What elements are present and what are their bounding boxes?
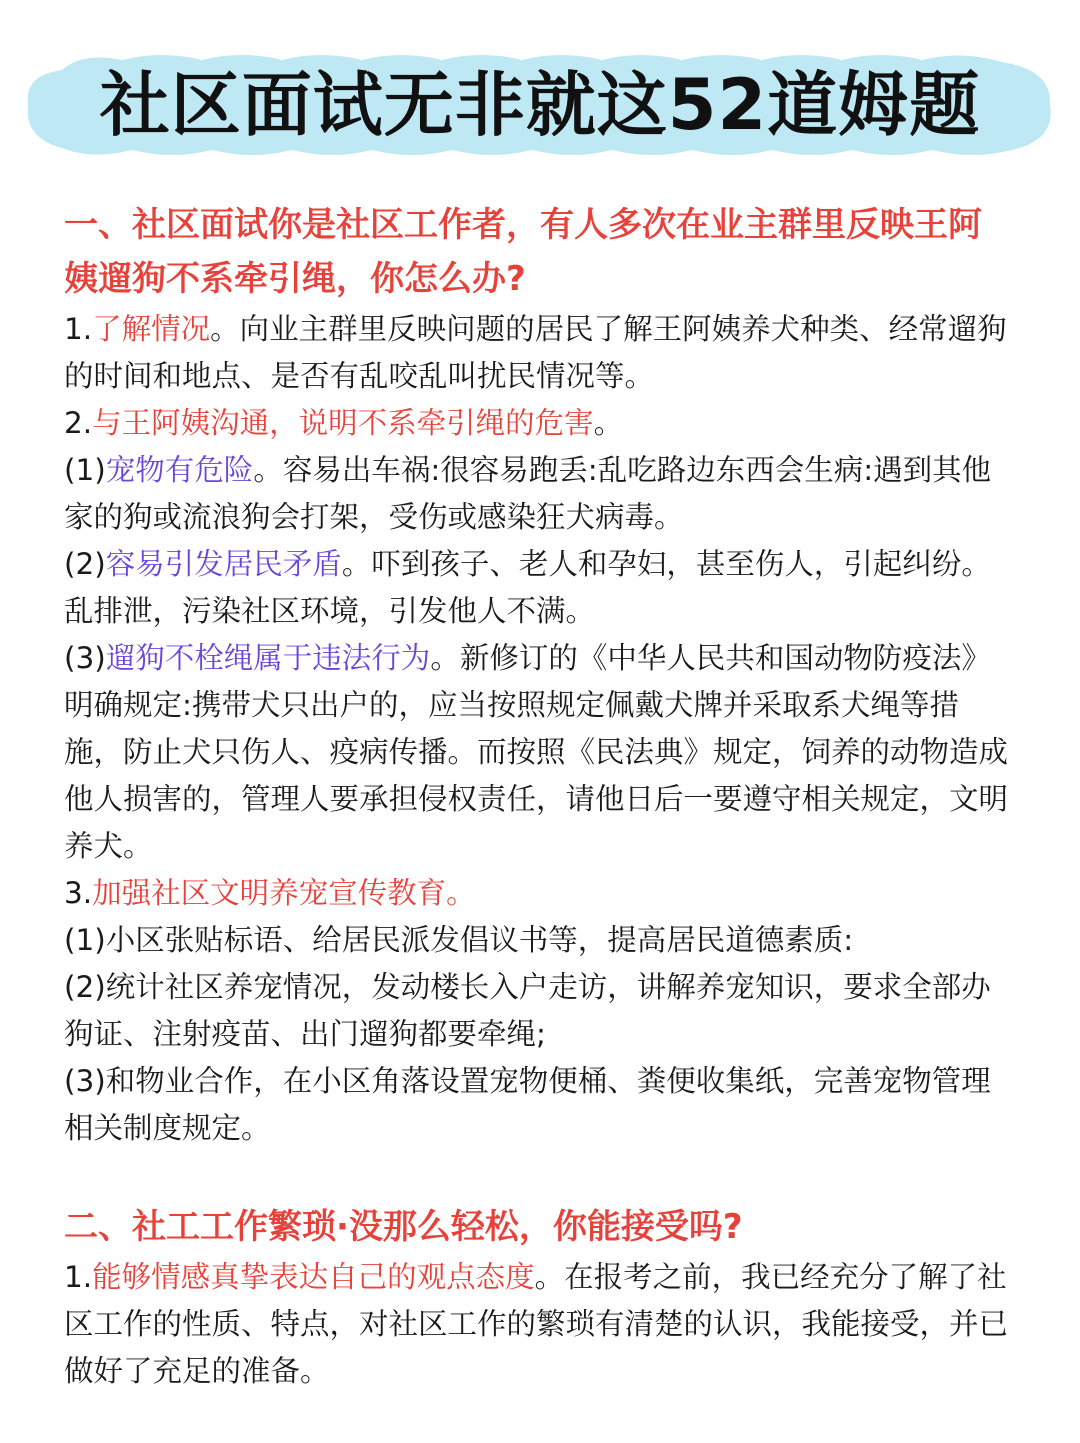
point-text: 。新修订的《中华人民共和国动物防疫法》明确规定:携带犬只出户的，应当按照规定佩戴犬牌并采取系犬绳等措施，防止犬只伤人、疫病传播。而按照《民法典》规定，饲养的动物造成他人损害的，管理人要承担侵权责任，请他日后一要遵守相关规定，文明养犬。 <box>64 641 1009 863</box>
article-body <box>64 198 1014 1395</box>
question-2-heading: 二、社工工作繁琐·没那么轻松，你能接受吗? <box>64 1207 743 1247</box>
point-number: (1) <box>64 453 106 487</box>
point-highlight: 容易引发居民矛盾 <box>105 547 342 581</box>
point-highlight: 能够情感真挚表达自己的观点态度 <box>92 1260 535 1294</box>
point-number: (3) <box>64 641 106 675</box>
q1-point-1 <box>64 306 1014 400</box>
point-highlight: 了解情况 <box>92 312 211 346</box>
q1-point-2-sub-1 <box>64 447 1014 541</box>
q1-point-3-sub-2: (2)统计社区养宠情况，发动楼长入户走访，讲解养宠知识，要求全部办狗证、注射疫苗、出门遛狗都要牵绳; <box>64 970 991 1051</box>
point-number: (2) <box>64 547 106 581</box>
point-number: 2. <box>64 406 93 440</box>
point-text: 。 <box>593 406 624 440</box>
point-number: 1. <box>64 312 93 346</box>
section-spacer <box>64 1152 1014 1200</box>
point-text: 。向业主群里反映问题的居民了解王阿姨养犬种类、经常遛狗的时间和地点、是否有乱咬乱叫扰民情况等。 <box>64 312 1007 393</box>
point-highlight: 遛狗不栓绳属于违法行为 <box>105 641 431 675</box>
point-number: 3. <box>64 876 93 910</box>
point-highlight: 宠物有危险 <box>105 453 254 487</box>
q1-point-2-sub-2 <box>64 541 1014 635</box>
question-1-heading: 一、社区面试你是社区工作者，有人多次在业主群里反映王阿姨遛狗不系牵引绳，你怎么办? <box>64 205 982 299</box>
q1-point-2-sub-3 <box>64 635 1014 870</box>
point-text: 。在报考之前，我已经充分了解了社区工作的性质、特点，对社区工作的繁琐有清楚的认识，我能接受，并已做好了充足的准备。 <box>64 1260 1009 1388</box>
point-highlight: 与王阿姨沟通，说明不系牵引绳的危害 <box>92 406 594 440</box>
point-text: 。吓到孩子、老人和孕妇，甚至伤人，引起纠纷。乱排泄，污染社区环境，引发他人不满。 <box>64 547 991 628</box>
page-title: 社区面试无非就这52道姆题 <box>99 64 981 146</box>
q1-point-3-sub-3: (3)和物业合作，在小区角落设置宠物便桶、粪便收集纸，完善宠物管理相关制度规定。 <box>64 1064 991 1145</box>
point-text: 。容易出车祸:很容易跑丢:乱吃路边东西会生病:遇到其他家的狗或流浪狗会打架，受伤或感染狂犬病毒。 <box>64 453 992 534</box>
point-number: 1. <box>64 1260 93 1294</box>
q1-point-3 <box>64 870 1014 917</box>
title-banner <box>22 50 1058 160</box>
q2-point-1 <box>64 1254 1014 1395</box>
point-highlight: 加强社区文明养宠宣传教育。 <box>92 876 476 910</box>
q1-point-3-sub-1: (1)小区张贴标语、给居民派发倡议书等，提高居民道德素质: <box>64 923 854 957</box>
q1-point-2 <box>64 400 1014 447</box>
